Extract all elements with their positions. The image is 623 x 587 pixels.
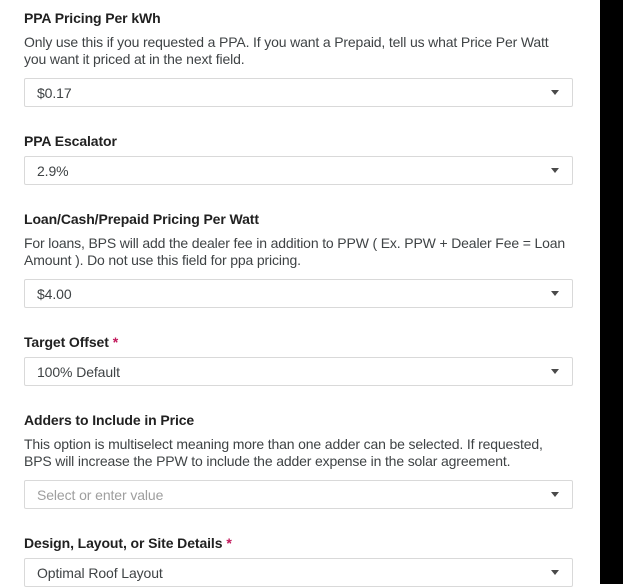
chevron-down-icon bbox=[551, 369, 559, 374]
loan-ppw-description: For loans, BPS will add the dealer fee in addition to PPW ( Ex. PPW + Dealer Fee = Loan Amount ). Do not use this field for ppa pricing. bbox=[24, 235, 566, 268]
field-design-layout-site-details bbox=[24, 534, 573, 587]
ppa-pricing-label-text: PPA Pricing Per kWh bbox=[24, 10, 161, 26]
loan-ppw-label-text: Loan/Cash/Prepaid Pricing Per Watt bbox=[24, 211, 259, 227]
ppa-pricing-description: Only use this if you requested a PPA. If you want a Prepaid, tell us what Price Per Watt you want it priced at in the next field. bbox=[24, 34, 549, 67]
design-layout-select-value: Optimal Roof Layout bbox=[37, 564, 163, 581]
ppa-pricing-select[interactable] bbox=[24, 78, 573, 107]
design-layout-select[interactable] bbox=[24, 558, 573, 587]
target-offset-select-value: 100% Default bbox=[37, 363, 120, 380]
design-layout-label-text: Design, Layout, or Site Details bbox=[24, 535, 223, 551]
adders-select-placeholder: Select or enter value bbox=[37, 486, 164, 503]
field-ppa-pricing-per-kwh bbox=[24, 9, 573, 107]
design-layout-label bbox=[24, 534, 573, 552]
target-offset-select[interactable] bbox=[24, 357, 573, 386]
ppa-escalator-label bbox=[24, 132, 573, 150]
ppa-pricing-label bbox=[24, 9, 573, 27]
chevron-down-icon bbox=[551, 168, 559, 173]
ppa-escalator-label-text: PPA Escalator bbox=[24, 133, 117, 149]
field-adders-to-include bbox=[24, 411, 573, 509]
adders-select[interactable] bbox=[24, 480, 573, 509]
loan-ppw-select[interactable] bbox=[24, 279, 573, 308]
right-edge-bar bbox=[600, 0, 623, 584]
loan-ppw-select-value: $4.00 bbox=[37, 285, 72, 302]
adders-description: This option is multiselect meaning more than one adder can be selected. If requested, BPS will increase the PPW to include the adder expense in the solar agreement. bbox=[24, 436, 543, 469]
ppa-escalator-select-value: 2.9% bbox=[37, 162, 69, 179]
adders-label-text: Adders to Include in Price bbox=[24, 412, 195, 428]
field-loan-cash-prepaid-ppw bbox=[24, 210, 573, 308]
field-ppa-escalator bbox=[24, 132, 573, 185]
chevron-down-icon bbox=[551, 90, 559, 95]
pricing-form bbox=[24, 9, 573, 587]
chevron-down-icon bbox=[551, 570, 559, 575]
required-asterisk: * bbox=[112, 334, 119, 350]
target-offset-label bbox=[24, 333, 573, 351]
adders-label bbox=[24, 411, 573, 429]
chevron-down-icon bbox=[551, 291, 559, 296]
chevron-down-icon bbox=[551, 492, 559, 497]
ppa-escalator-select[interactable] bbox=[24, 156, 573, 185]
target-offset-label-text: Target Offset bbox=[24, 334, 109, 350]
field-target-offset bbox=[24, 333, 573, 386]
required-asterisk: * bbox=[226, 535, 232, 551]
ppa-pricing-select-value: $0.17 bbox=[37, 84, 72, 101]
loan-ppw-label bbox=[24, 210, 573, 228]
